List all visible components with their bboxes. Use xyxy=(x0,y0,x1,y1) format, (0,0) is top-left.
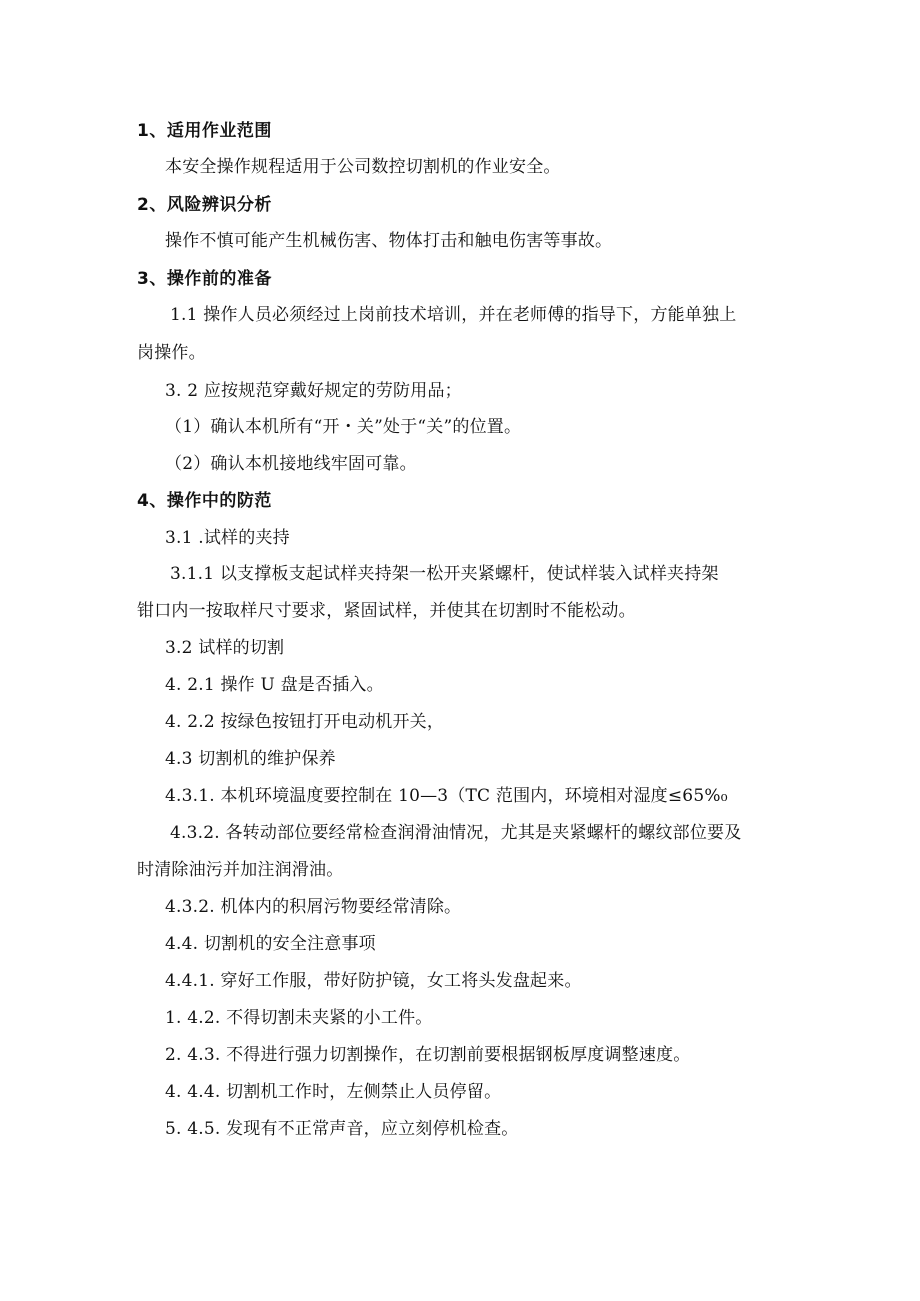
paragraph-line: 3. 2 应按规范穿戴好规定的劳防用品； xyxy=(165,381,462,401)
paragraph-line: 3.1.1 以支撑板支起试样夹持架一松开夹紧螺杆，使试样装入试样夹持架 xyxy=(170,564,719,584)
paragraph-line: 3.1 .试样的夹持 xyxy=(165,528,290,548)
paragraph-line: （1）确认本机所有“开・关”处于“关”的位置。 xyxy=(165,417,522,437)
paragraph-line: 4.4.1. 穿好工作服，带好防护镜，女工将头发盘起来。 xyxy=(165,971,582,991)
paragraph-line: 本安全操作规程适用于公司数控切割机的作业安全。 xyxy=(165,157,561,177)
paragraph-line: 4.3.2. 机体内的积屑污物要经常清除。 xyxy=(165,897,462,917)
paragraph-line: 4. 2.2 按绿色按钮打开电动机开关， xyxy=(165,712,445,732)
paragraph-line: 1. 4.2. 不得切割未夹紧的小工件。 xyxy=(165,1008,433,1028)
paragraph-line: 4. 2.1 操作 U 盘是否插入。 xyxy=(165,675,384,695)
paragraph-line: 1.1 操作人员必须经过上岗前技术培训，并在老师傅的指导下，方能单独上 xyxy=(170,305,737,325)
paragraph-line: 钳口内一按取样尺寸要求，紧固试样，并使其在切割时不能松动。 xyxy=(137,601,636,621)
section-heading-3: 3、操作前的准备 xyxy=(137,269,272,289)
paragraph-line: 2. 4.3. 不得进行强力切割操作，在切割前要根据钢板厚度调整速度。 xyxy=(165,1045,691,1065)
section-heading-1: 1、适用作业范围 xyxy=(137,121,272,141)
paragraph-line: 5. 4.5. 发现有不正常声音，应立刻停机检查。 xyxy=(165,1119,519,1139)
paragraph-line: 4.3 切割机的维护保养 xyxy=(165,749,336,769)
section-heading-4: 4、操作中的防范 xyxy=(137,491,272,511)
section-heading-2: 2、风险辨识分析 xyxy=(137,195,272,215)
paragraph-line: 3.2 试样的切割 xyxy=(165,638,285,658)
paragraph-line: 岗操作。 xyxy=(137,343,206,363)
paragraph-line: 4. 4.4. 切割机工作时，左侧禁止人员停留。 xyxy=(165,1082,502,1102)
paragraph-line: 4.3.1. 本机环境温度要控制在 10—3（TC 范围内，环境相对湿度≤65%₀ xyxy=(165,786,728,806)
paragraph-line: 操作不慎可能产生机械伤害、物体打击和触电伤害等事故。 xyxy=(165,231,613,251)
paragraph-line: 时清除油污并加注润滑油。 xyxy=(137,860,344,880)
paragraph-line: 4.3.2. 各转动部位要经常检查润滑油情况，尤其是夹紧螺杆的螺纹部位要及 xyxy=(170,823,742,843)
paragraph-line: 4.4. 切割机的安全注意事项 xyxy=(165,934,376,954)
paragraph-line: （2）确认本机接地线牢固可靠。 xyxy=(165,454,417,474)
